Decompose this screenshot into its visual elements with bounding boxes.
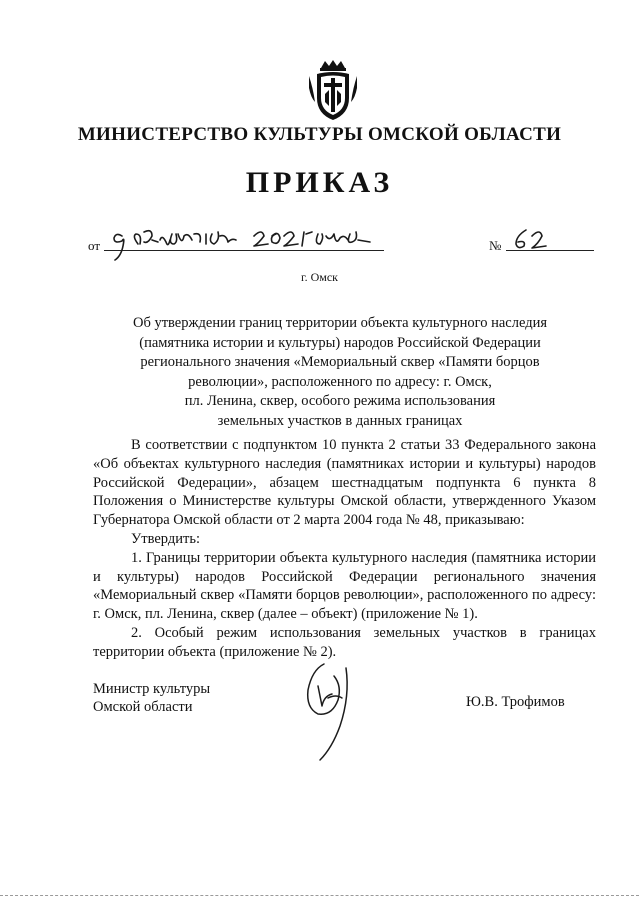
handwritten-date [108, 222, 388, 262]
subject-line: земельных участков в данных границах [217, 412, 463, 429]
position-line: Омской области [93, 699, 193, 715]
subject-line: (памятника истории и культуры) народов Российской Федерации [139, 334, 541, 351]
coat-of-arms-icon [307, 58, 359, 122]
approve-paragraph: Утвердить: [131, 530, 200, 547]
handwritten-signature [288, 656, 368, 766]
subject-line: революции», расположенного по адресу: г. Омск, [188, 373, 492, 390]
page-bottom-divider [0, 895, 639, 896]
subject-line: Об утверждении границ территории объекта культурного наследия [132, 315, 547, 331]
document-type-title: ПРИКАЗ [245, 166, 394, 199]
order-subject [100, 314, 580, 432]
subject-line: пл. Ленина, сквер, особого режима использования [184, 393, 496, 410]
item-2-paragraph: 2. Особый режим использования земельных участков в границах территории объекта (приложение № 2). [93, 624, 596, 660]
city-label: г. Омск [301, 270, 338, 284]
position-line: Министр культуры [93, 681, 211, 697]
handwritten-number [508, 226, 558, 254]
signatory-name: Ю.В. Трофимов [466, 694, 565, 710]
item-1-paragraph: 1. Границы территории объекта культурного наследия (памятника истории и культуры) народов Российской Федерации регионального значения «Мемориальный сквер «Памяти борцов революции», расположенного по адресу: г. Омск, пл. Ленина, сквер (далее – объект) (приложение № 1). [93, 549, 596, 623]
order-body [93, 436, 596, 662]
signatory-position [93, 680, 210, 716]
date-prefix: от [88, 238, 101, 253]
preamble-paragraph: В соответствии с подпунктом 10 пункта 2 статьи 33 Федерального закона «Об объектах культурного наследия (памятниках истории и культуры) народов Российской Федерации», абзацем шестнадцатым подпункта 6 пункта 8 Положения о Министерстве культуры Омской области, утвержденного Указом Губернатора Омской области от 2 марта 2004 года № 48, приказываю: [93, 437, 596, 529]
number-prefix: № [489, 238, 502, 253]
subject-line: регионального значения «Мемориальный сквер «Памяти борцов [140, 354, 540, 371]
ministry-title: МИНИСТЕРСТВО КУЛЬТУРЫ ОМСКОЙ ОБЛАСТИ [77, 124, 562, 145]
